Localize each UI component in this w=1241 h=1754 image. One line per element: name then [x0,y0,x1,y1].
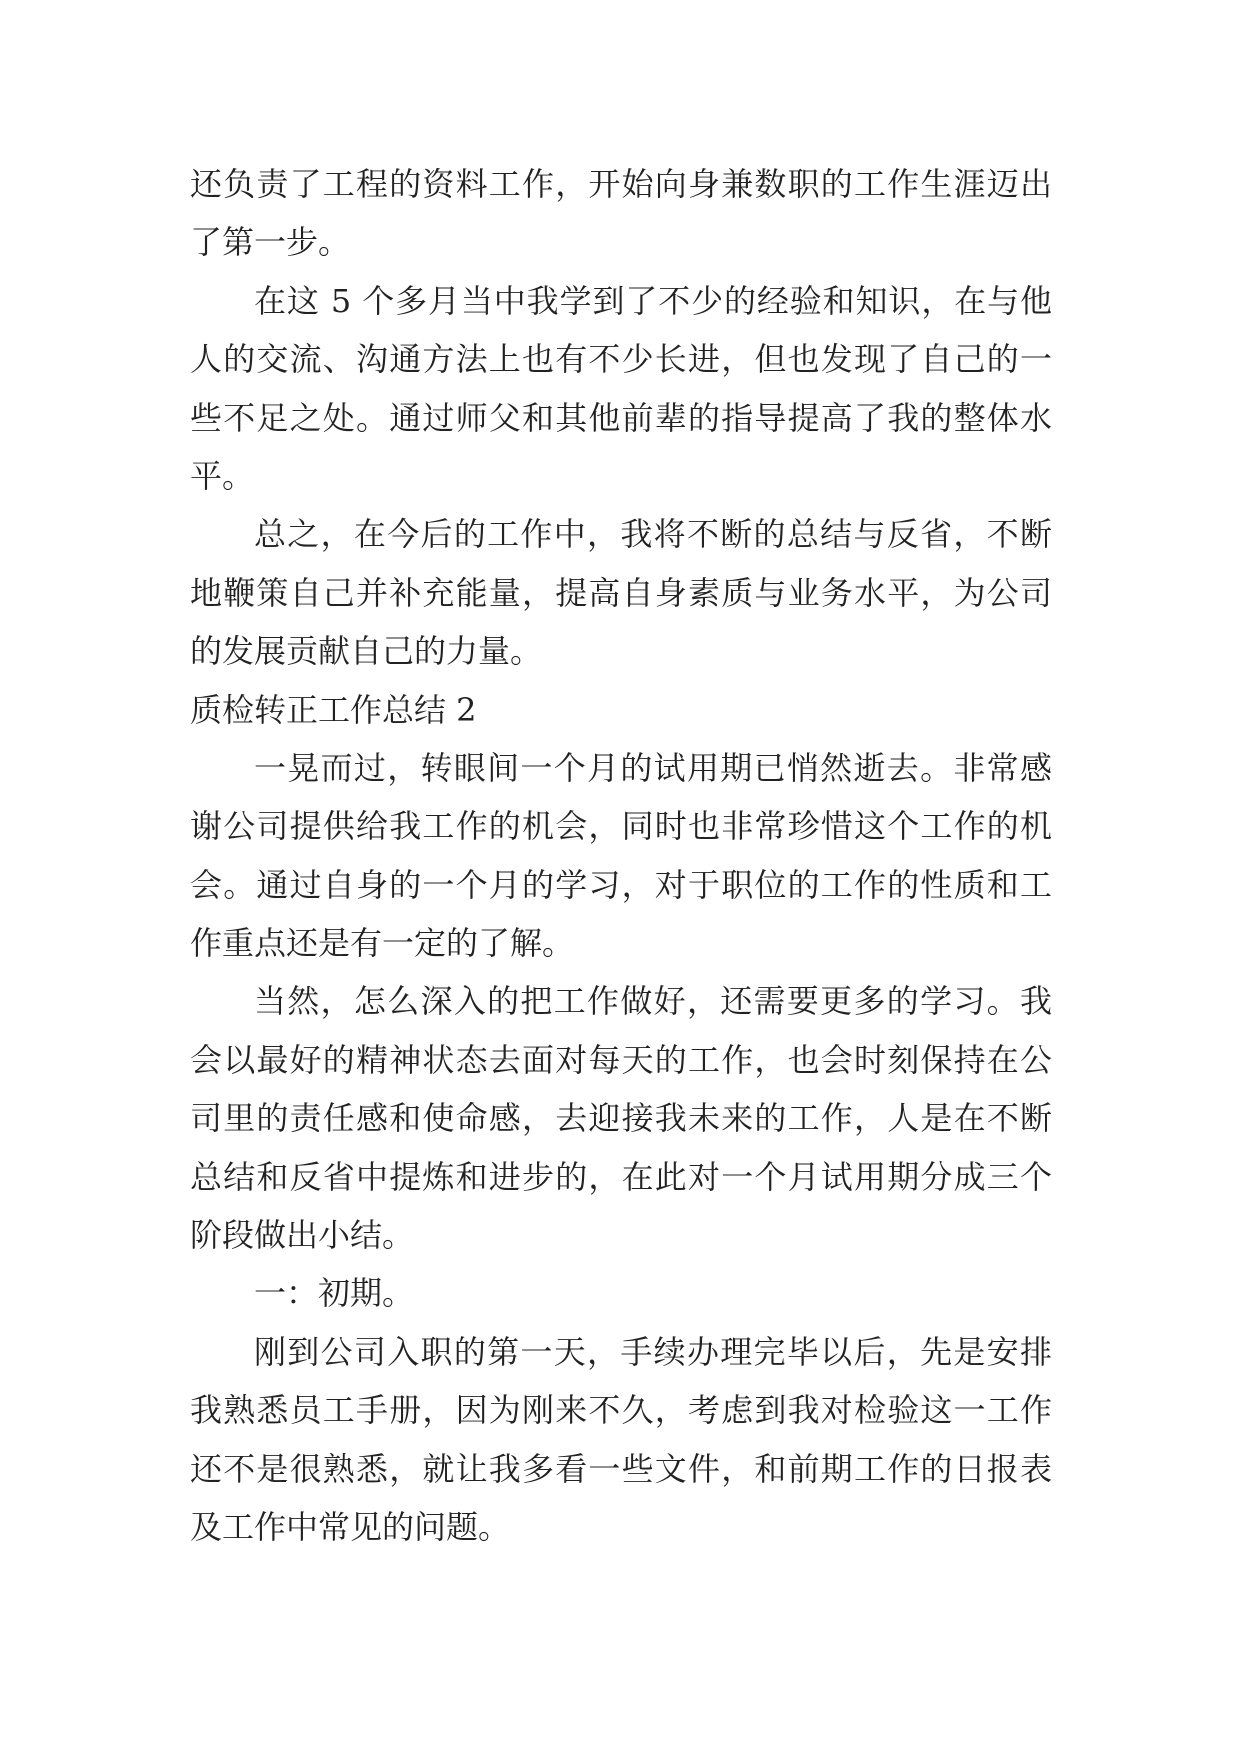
text-line: 了第一步。 [190,223,351,262]
paragraph [190,972,1052,1264]
text-line: 及工作中常见的问题。 [190,1507,511,1546]
text-line: 还负责了工程的资料工作，开始向身兼数职的工作生涯迈出 [190,165,1052,203]
paragraph [190,739,1052,973]
text-line: 会以最好的精神状态去面对每天的工作，也会时刻保持在公 [190,1040,1052,1079]
text-line: 总之，在今后的工作中，我将不断的总结与反省，不断 [254,515,1052,554]
text-line: 刚到公司入职的第一天，手续办理完毕以后，先是安排 [254,1332,1052,1371]
text-line: 还不是很熟悉，就让我多看一些文件，和前期工作的日报表 [190,1449,1052,1488]
text-line: 在这 5 个多月当中我学到了不少的经验和知识，在与他 [254,281,1052,320]
text-line: 人的交流、沟通方法上也有不少长进，但也发现了自己的一 [190,340,1052,379]
text-line: 平。 [190,456,255,495]
text-line: 我熟悉员工手册，因为刚来不久，考虑到我对检验这一工作 [190,1391,1052,1430]
paragraph [190,272,1052,506]
text-line: 地鞭策自己并补充能量，提高自身素质与业务水平，为公司 [190,573,1052,612]
text-line: 当然，怎么深入的把工作做好，还需要更多的学习。我 [254,982,1052,1021]
document-body [190,155,1052,1556]
text-line: 作重点还是有一定的了解。 [190,924,575,963]
text-line: 些不足之处。通过师父和其他前辈的指导提高了我的整体水 [190,398,1052,437]
section-heading: 质检转正工作总结 2 [190,690,477,729]
text-line: 一晃而过，转眼间一个月的试用期已悄然逝去。非常感 [254,748,1052,787]
paragraph [190,1323,1052,1557]
text-line: 的发展贡献自己的力量。 [190,632,543,671]
paragraph [190,505,1052,680]
text-line: 阶段做出小结。 [190,1216,415,1255]
text-line: 会。通过自身的一个月的学习，对于职位的工作的性质和工 [190,865,1052,904]
paragraph-continued [190,155,1052,272]
paragraph [190,1264,1052,1322]
text-line: 一：初期。 [254,1274,415,1313]
text-line: 司里的责任感和使命感，去迎接我未来的工作，人是在不断 [190,1099,1052,1138]
text-line: 总结和反省中提炼和进步的，在此对一个月试用期分成三个 [190,1157,1052,1196]
text-line: 谢公司提供给我工作的机会，同时也非常珍惜这个工作的机 [190,807,1052,846]
